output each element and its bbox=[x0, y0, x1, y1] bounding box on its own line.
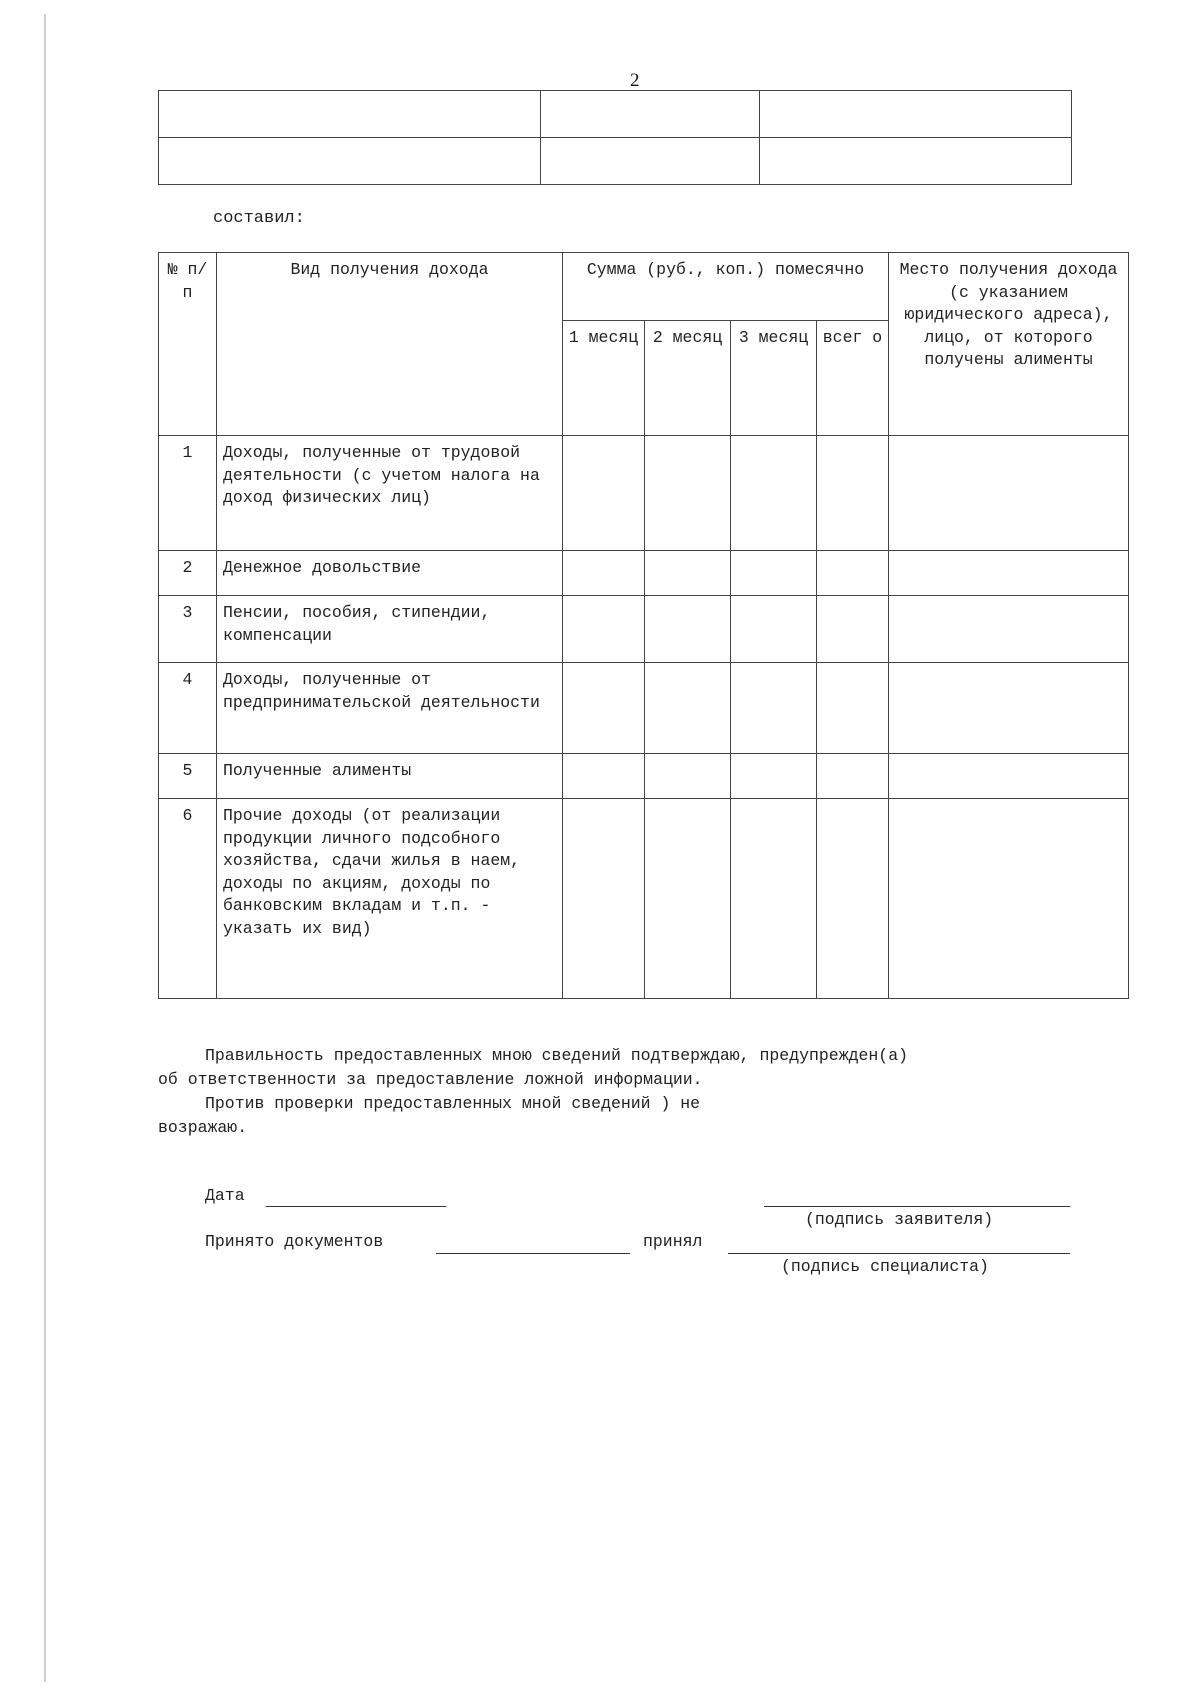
header-num: № п/п bbox=[159, 253, 217, 436]
amount-cell[interactable] bbox=[563, 436, 645, 551]
header-sum: Сумма (руб., коп.) помесячно bbox=[563, 253, 889, 321]
table-cell[interactable] bbox=[541, 91, 760, 138]
scan-margin-line bbox=[44, 14, 46, 1682]
amount-cell[interactable] bbox=[731, 663, 817, 754]
table-cell[interactable] bbox=[159, 138, 541, 185]
table-row bbox=[159, 436, 1129, 551]
header-type: Вид получения дохода bbox=[217, 253, 563, 436]
intro-label: составил: bbox=[213, 209, 305, 228]
declaration-line-1: Правильность предоставленных мною сведений подтверждаю, предупрежден(а) bbox=[205, 1046, 909, 1065]
row-num: 4 bbox=[159, 663, 217, 754]
amount-cell[interactable] bbox=[645, 596, 731, 663]
table-cell[interactable] bbox=[541, 138, 760, 185]
applicant-signature-caption: (подпись заявителя) bbox=[805, 1210, 994, 1229]
row-type: Пенсии, пособия, стипендии, компенсации bbox=[217, 596, 563, 663]
amount-cell[interactable] bbox=[645, 551, 731, 596]
page-number: 2 bbox=[630, 70, 640, 91]
header-month-2: 2 месяц bbox=[645, 321, 731, 436]
table-cell[interactable] bbox=[760, 91, 1072, 138]
table-row bbox=[159, 754, 1129, 799]
table-row bbox=[159, 138, 1072, 185]
header-month-3: 3 месяц bbox=[731, 321, 817, 436]
specialist-signature-field[interactable] bbox=[728, 1253, 1070, 1255]
amount-cell[interactable] bbox=[817, 663, 889, 754]
header-row bbox=[159, 253, 1129, 321]
place-cell[interactable] bbox=[889, 754, 1129, 799]
row-type: Прочие доходы (от реализации продукции личного подсобного хозяйства, сдачи жилья в наем, доходы по акциям, доходы по банковским вкладам и т.п. - указать их вид) bbox=[217, 799, 563, 999]
table-cell[interactable] bbox=[159, 91, 541, 138]
row-type: Денежное довольствие bbox=[217, 551, 563, 596]
table-row bbox=[159, 551, 1129, 596]
amount-cell[interactable] bbox=[817, 436, 889, 551]
docs-accepted-label: Принято документов bbox=[205, 1232, 384, 1251]
top-table bbox=[158, 90, 1072, 185]
amount-cell[interactable] bbox=[563, 754, 645, 799]
specialist-signature-caption: (подпись специалиста) bbox=[781, 1257, 989, 1276]
table-row bbox=[159, 91, 1072, 138]
table-cell[interactable] bbox=[760, 138, 1072, 185]
table-row bbox=[159, 596, 1129, 663]
header-total: всег о bbox=[817, 321, 889, 436]
amount-cell[interactable] bbox=[563, 551, 645, 596]
table-row bbox=[159, 663, 1129, 754]
declaration-line-2: об ответственности за предоставление ложной информации. bbox=[158, 1070, 703, 1089]
row-type: Доходы, полученные от предпринимательской деятельности bbox=[217, 663, 563, 754]
amount-cell[interactable] bbox=[817, 551, 889, 596]
amount-cell[interactable] bbox=[563, 596, 645, 663]
place-cell[interactable] bbox=[889, 663, 1129, 754]
applicant-signature-field[interactable] bbox=[764, 1206, 1070, 1208]
table-row bbox=[159, 799, 1129, 999]
amount-cell[interactable] bbox=[645, 663, 731, 754]
amount-cell[interactable] bbox=[645, 799, 731, 999]
place-cell[interactable] bbox=[889, 799, 1129, 999]
row-num: 5 bbox=[159, 754, 217, 799]
declaration-line-3: Против проверки предоставленных мной сведений ) не bbox=[205, 1094, 701, 1113]
amount-cell[interactable] bbox=[645, 754, 731, 799]
row-num: 6 bbox=[159, 799, 217, 999]
amount-cell[interactable] bbox=[817, 596, 889, 663]
received-by-label: принял bbox=[643, 1232, 703, 1251]
amount-cell[interactable] bbox=[645, 436, 731, 551]
row-num: 3 bbox=[159, 596, 217, 663]
declaration-line-4: возражаю. bbox=[158, 1118, 248, 1137]
row-num: 1 bbox=[159, 436, 217, 551]
amount-cell[interactable] bbox=[731, 799, 817, 999]
place-cell[interactable] bbox=[889, 596, 1129, 663]
docs-accepted-field[interactable] bbox=[436, 1253, 630, 1255]
place-cell[interactable] bbox=[889, 551, 1129, 596]
header-place: Место получения дохода (с указанием юридического адреса), лицо, от которого получены алименты bbox=[889, 253, 1129, 436]
amount-cell[interactable] bbox=[731, 754, 817, 799]
row-num: 2 bbox=[159, 551, 217, 596]
amount-cell[interactable] bbox=[817, 799, 889, 999]
date-label: Дата bbox=[205, 1186, 245, 1205]
amount-cell[interactable] bbox=[563, 799, 645, 999]
amount-cell[interactable] bbox=[731, 436, 817, 551]
amount-cell[interactable] bbox=[563, 663, 645, 754]
row-type: Доходы, полученные от трудовой деятельности (с учетом налога на доход физических лиц) bbox=[217, 436, 563, 551]
income-table bbox=[158, 252, 1129, 999]
place-cell[interactable] bbox=[889, 436, 1129, 551]
row-type: Полученные алименты bbox=[217, 754, 563, 799]
amount-cell[interactable] bbox=[731, 551, 817, 596]
header-month-1: 1 месяц bbox=[563, 321, 645, 436]
amount-cell[interactable] bbox=[731, 596, 817, 663]
date-field[interactable] bbox=[266, 1206, 446, 1208]
amount-cell[interactable] bbox=[817, 754, 889, 799]
